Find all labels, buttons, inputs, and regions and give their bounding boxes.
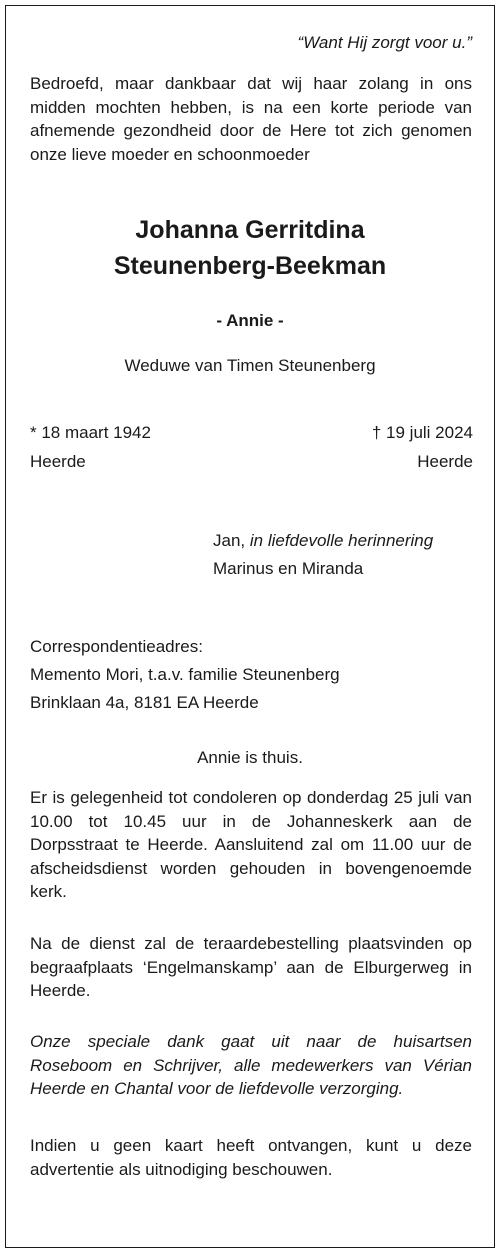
family-memorial-note: in liefdevolle herinnering — [249, 531, 434, 550]
motto: “Want Hij zorgt voor u.” — [297, 33, 472, 52]
family-line-1 — [213, 529, 433, 553]
nickname: - Annie - — [216, 311, 284, 330]
correspondence-line-1: Memento Mori, t.a.v. familie Steunenberg — [30, 665, 340, 684]
condolence-paragraph: Er is gelegenheid tot condoleren op donderdag 25 juli van 10.00 tot 10.45 uur in de Johanneskerk aan de Dorpsstraat te Heerde. Aansluitend zal om 11.00 uur de afscheidsdienst worden gehouden in bovengenoemde kerk. — [30, 788, 472, 901]
deceased-name-line1: Johanna Gerritdina — [135, 216, 365, 244]
correspondence-line-2: Brinklaan 4a, 8181 EA Heerde — [30, 693, 259, 712]
burial-paragraph: Na de dienst zal de teraardebestelling plaatsvinden op begraafplaats ‘Engelmanskamp’ aan de Elburgerweg in Heerde. — [30, 934, 472, 1000]
at-home-notice: Annie is thuis. — [197, 748, 303, 767]
correspondence-label: Correspondentieadres: — [30, 637, 203, 656]
invitation-paragraph: Indien u geen kaart heeft ontvangen, kunt u deze advertentie als uitnodiging beschouwen. — [30, 1136, 472, 1179]
thanks-paragraph: Onze speciale dank gaat uit naar de huisartsen Roseboom en Schrijver, alle medewerkers van Vérian Heerde en Chantal voor de liefdevolle verzorging. — [30, 1032, 472, 1098]
birth-date: * 18 maart 1942 — [30, 423, 151, 442]
widow-of: Weduwe van Timen Steunenberg — [124, 356, 376, 375]
intro-paragraph: Bedroefd, maar dankbaar dat wij haar zolang in ons midden mochten hebben, is na een korte periode van afnemende gezondheid door de Here tot zich genomen onze lieve moeder en schoonmoeder — [30, 74, 472, 164]
deceased-name-line2: Steunenberg-Beekman — [113, 252, 387, 280]
death-place: Heerde — [417, 452, 473, 471]
family-line-2: Marinus en Miranda — [213, 559, 364, 578]
family-name-jan: Jan, — [213, 531, 246, 550]
death-date: † 19 juli 2024 — [371, 423, 473, 442]
birth-place: Heerde — [30, 452, 86, 471]
